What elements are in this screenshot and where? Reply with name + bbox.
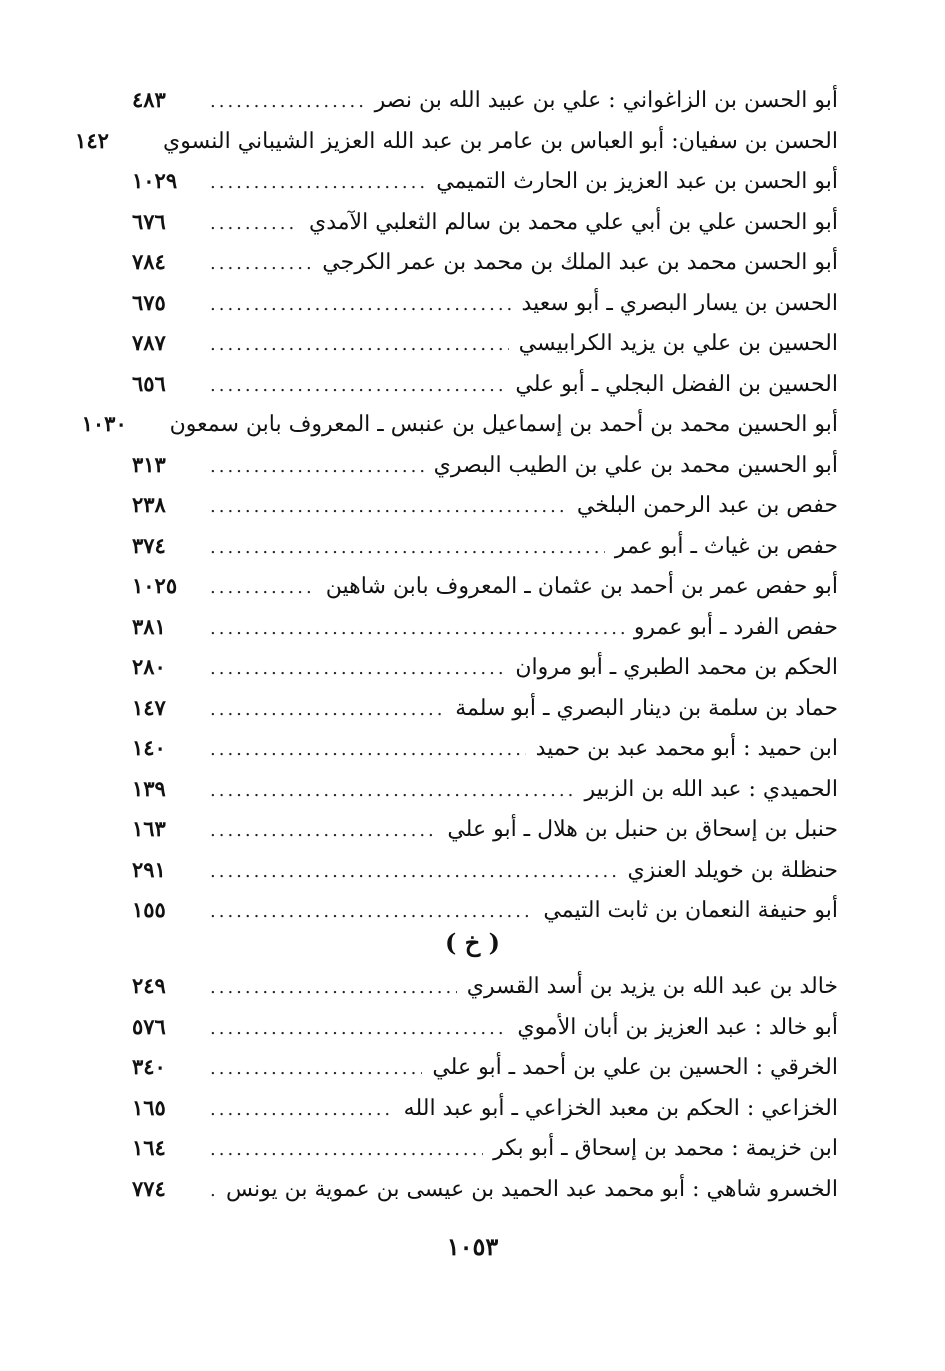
- entry-page-number: ٥٧٦: [132, 1013, 166, 1039]
- dot-leader: [210, 366, 505, 407]
- entry-page-number: ٣١٣: [132, 451, 166, 477]
- entry-name: ابن خزيمة : محمد بن إسحاق ـ أبو بكر: [493, 1136, 838, 1161]
- index-entry: [81, 404, 838, 445]
- entry-name: حنظلة بن خويلد العنزي: [627, 857, 838, 883]
- index-entry: [132, 445, 838, 486]
- entry-page-number: ١٣٩: [132, 775, 166, 801]
- entry-name: أبو الحسن علي بن أبي علي محمد بن سالم الثعلبي الآمدي: [309, 209, 838, 235]
- entry-page-number: ٣٤٠: [132, 1054, 166, 1079]
- entry-page-number: ٦٥٦: [132, 370, 166, 396]
- index-entry: [132, 647, 838, 688]
- entry-name: حفص الفرد ـ أبو عمرو: [633, 614, 838, 640]
- index-entry: [132, 566, 838, 607]
- entry-name: الخرقي : الحسين بن علي بن أحمد ـ أبو علي: [432, 1055, 838, 1080]
- entry-page-number: ٧٧٤: [132, 1175, 166, 1201]
- dot-leader: [210, 892, 533, 933]
- entry-name: حفص بن غياث ـ أبو عمر: [614, 533, 838, 559]
- entry-name: خالد بن عبد الله بن يزيد بن أسد القسري: [466, 974, 838, 999]
- index-entry: [132, 323, 838, 364]
- entry-name: أبو الحسن محمد بن عبد الملك بن محمد بن عمر الكرجي: [322, 250, 838, 275]
- index-list-ha: [75, 80, 838, 931]
- dot-leader: [210, 1171, 216, 1212]
- entry-page-number: ١٠٢٩: [132, 168, 178, 193]
- entry-page-number: ٢٩١: [132, 856, 166, 882]
- dot-leader: [210, 852, 617, 893]
- index-entry: [132, 850, 838, 891]
- entry-name: حفص بن عبد الرحمن البلخي: [576, 493, 838, 518]
- index-entry: [132, 1169, 838, 1210]
- entry-page-number: ١٦٥: [132, 1094, 166, 1120]
- dot-leader: [210, 528, 605, 569]
- index-entry: [132, 966, 838, 1007]
- entry-page-number: ٣٨١: [132, 613, 166, 639]
- entry-name: الحسن بن سفيان: أبو العباس بن عامر بن عبد الله العزيز الشيباني النسوي: [163, 128, 838, 154]
- entry-page-number: ٤٨٣: [132, 87, 166, 112]
- index-entry: [132, 283, 838, 324]
- entry-page-number: ١٥٥: [132, 897, 166, 922]
- dot-leader: [210, 163, 426, 204]
- dot-leader: [210, 568, 316, 609]
- entry-page-number: ١٦٤: [132, 1135, 166, 1160]
- dot-leader: [210, 649, 505, 690]
- dot-leader: [210, 325, 509, 366]
- entry-page-number: ١٤٠: [132, 735, 166, 760]
- entry-page-number: ١٠٢٥: [132, 573, 178, 598]
- entry-page-number: ٢٤٩: [132, 973, 166, 998]
- dot-leader: [210, 811, 437, 852]
- entry-name: أبو حنيفة النعمان بن ثابت التيمي: [543, 898, 838, 923]
- dot-leader: [210, 968, 457, 1009]
- index-entry: [132, 526, 838, 567]
- index-entry: [132, 202, 838, 243]
- dot-leader: [210, 1090, 394, 1131]
- dot-leader: [210, 730, 526, 771]
- index-entry: [132, 688, 838, 729]
- entry-page-number: ٧٨٧: [132, 330, 166, 355]
- dot-leader: [210, 244, 312, 285]
- entry-page-number: ١٤٧: [132, 694, 166, 720]
- index-entry: [132, 890, 838, 931]
- entry-name: الخسرو شاهي : أبو محمد عبد الحميد بن عيسى بن عموية بن يونس: [225, 1176, 838, 1202]
- dot-leader: [210, 447, 424, 488]
- entry-page-number: ١٠٣٠: [81, 411, 127, 436]
- entry-name: الحسين بن الفضل البجلي ـ أبو علي: [515, 371, 838, 397]
- index-entry: [132, 607, 838, 648]
- index-entry: [132, 1007, 838, 1048]
- index-entry: [75, 121, 838, 162]
- index-entry: [132, 485, 838, 526]
- entry-name: أبو الحسين محمد بن علي بن الطيب البصري: [433, 452, 838, 478]
- dot-leader: [210, 609, 624, 650]
- index-entry: [132, 769, 838, 810]
- index-entry: [132, 161, 838, 202]
- index-entry: [132, 809, 838, 850]
- entry-name: الخزاعي : الحكم بن معبد الخزاعي ـ أبو عبد الله: [403, 1095, 838, 1121]
- entry-name: حنبل بن إسحاق بن حنبل بن هلال ـ أبو علي: [447, 817, 838, 842]
- section-heading-kha: ( خ ): [445, 928, 500, 957]
- entry-name: الحسن بن يسار البصري ـ أبو سعيد: [521, 290, 838, 316]
- index-entry: [132, 242, 838, 283]
- dot-leader: [210, 690, 445, 731]
- dot-leader: [210, 1009, 507, 1050]
- entry-name: حماد بن سلمة بن دينار البصري ـ أبو سلمة: [455, 695, 838, 721]
- dot-leader: [210, 487, 567, 528]
- index-entry: [132, 364, 838, 405]
- index-entry: [132, 728, 838, 769]
- entry-name: أبو الحسين محمد بن أحمد بن إسماعيل بن عنبس ـ المعروف بابن سمعون: [169, 412, 838, 437]
- entry-name: أبو خالد : عبد العزيز بن أبان الأموي: [517, 1014, 838, 1040]
- entry-name: ابن حميد : أبو محمد عبد بن حميد: [535, 736, 838, 761]
- index-entry: [132, 1047, 838, 1088]
- dot-leader: [210, 1049, 422, 1090]
- page-number: ١٠٥٣: [446, 1232, 499, 1261]
- dot-leader: [210, 82, 365, 123]
- index-list-kha: [132, 966, 838, 1209]
- entry-page-number: ٣٧٤: [132, 532, 166, 558]
- dot-leader: [210, 771, 575, 812]
- entry-page-number: ٢٣٨: [132, 492, 166, 517]
- entry-page-number: ٦٧٦: [132, 208, 166, 234]
- entry-name: أبو الحسن بن الزاغواني : علي بن عبيد الله بن نصر: [374, 88, 838, 113]
- entry-page-number: ٧٨٤: [132, 249, 166, 274]
- entry-name: الحكم بن محمد الطبري ـ أبو مروان: [515, 655, 838, 680]
- entry-page-number: ٦٧٥: [132, 289, 166, 315]
- dot-leader: [210, 285, 512, 326]
- entry-name: أبو حفص عمر بن أحمد بن عثمان ـ المعروف بابن شاهين: [325, 574, 838, 599]
- dot-leader: [210, 204, 299, 245]
- index-entry: [132, 1128, 838, 1169]
- entry-page-number: ١٦٣: [132, 816, 166, 841]
- entry-page-number: ١٤٢: [75, 127, 109, 153]
- entry-name: الحسين بن علي بن يزيد الكرابيسي: [518, 331, 838, 356]
- entry-name: أبو الحسن بن عبد العزيز بن الحارث التميمي: [436, 169, 838, 194]
- index-entry: [132, 1088, 838, 1129]
- entry-name: الحميدي : عبد الله بن الزبير: [584, 776, 838, 802]
- dot-leader: [210, 1130, 483, 1171]
- index-entry: [132, 80, 838, 121]
- entry-page-number: ٢٨٠: [132, 654, 166, 679]
